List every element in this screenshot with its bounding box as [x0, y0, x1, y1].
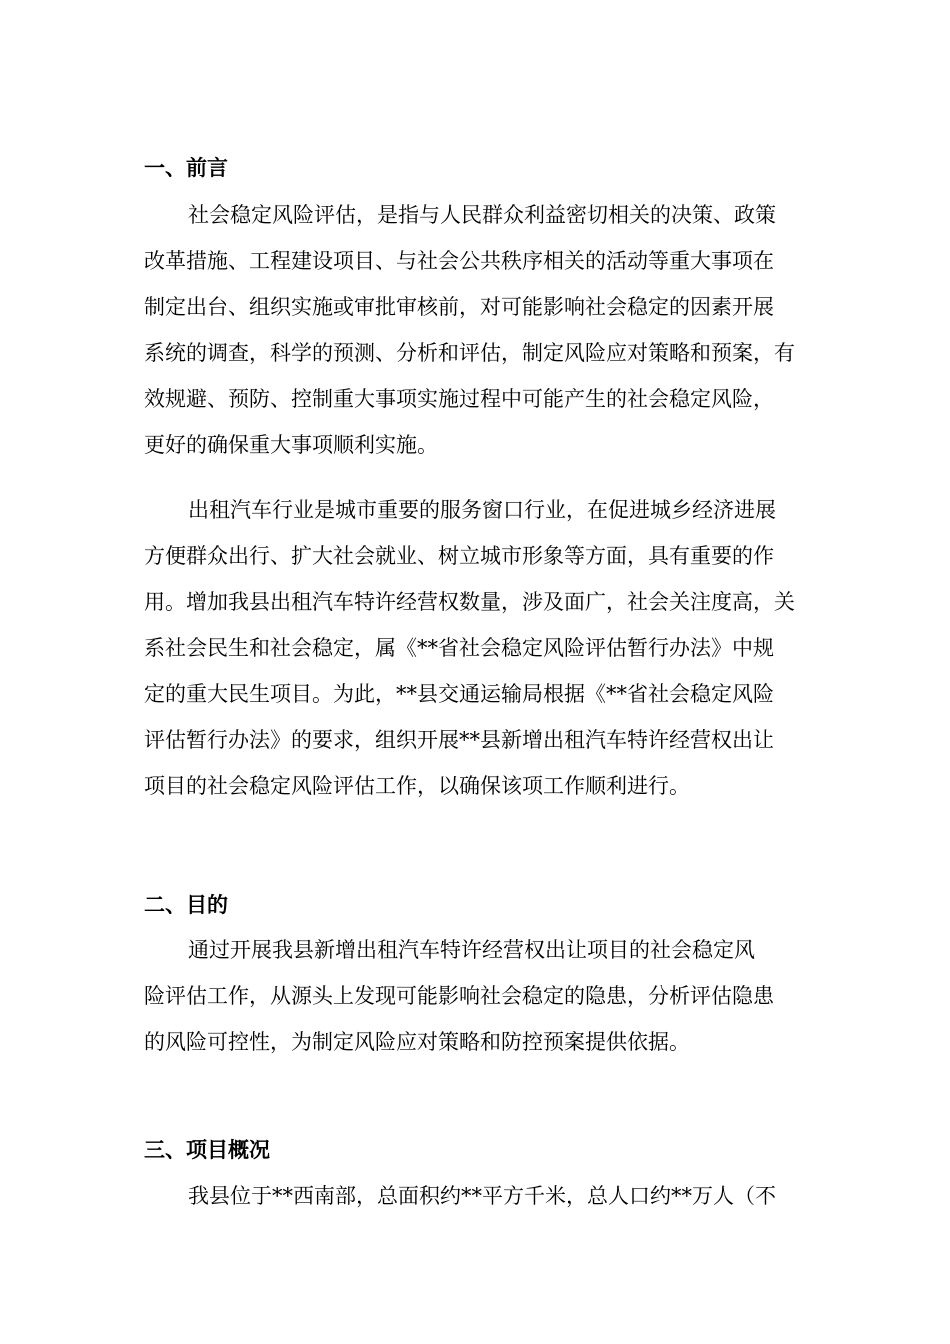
text-line: 用。增加我县出租汽车特许经营权数量，涉及面广，社会关注度高，关	[144, 590, 795, 614]
section-heading-overview: 三、项目概况	[144, 1137, 270, 1162]
text-line: 项目的社会稳定风险评估工作，以确保该项工作顺利进行。	[144, 774, 690, 798]
text-line: 改革措施、工程建设项目、与社会公共秩序相关的活动等重大事项在	[144, 249, 774, 273]
text-line: 更好的确保重大事项顺利实施。	[144, 433, 438, 457]
paragraph-preface-1	[144, 192, 814, 468]
text-line: 险评估工作，从源头上发现可能影响社会稳定的隐患，分析评估隐患	[144, 984, 774, 1008]
text-line: 定的重大民生项目。为此，**县交通运输局根据《**省社会稳定风险	[144, 682, 774, 706]
section-heading-purpose: 二、目的	[144, 892, 228, 917]
paragraph-purpose	[144, 927, 814, 1065]
text-line: 出租汽车行业是城市重要的服务窗口行业，在促进城乡经济进展	[188, 498, 776, 522]
text-line: 我县位于**西南部，总面积约**平方千米，总人口约**万人（不	[188, 1184, 776, 1208]
text-line: 系统的调查，科学的预测、分析和评估，制定风险应对策略和预案，有	[144, 341, 795, 365]
paragraph-preface-2	[144, 487, 814, 809]
text-line: 效规避、预防、控制重大事项实施过程中可能产生的社会稳定风险，	[144, 387, 774, 411]
text-line: 的风险可控性，为制定风险应对策略和防控预案提供依据。	[144, 1030, 690, 1054]
text-line: 社会稳定风险评估，是指与人民群众利益密切相关的决策、政策	[188, 203, 776, 227]
text-line: 制定出台、组织实施或审批审核前，对可能影响社会稳定的因素开展	[144, 295, 774, 319]
text-line: 方便群众出行、扩大社会就业、树立城市形象等方面，具有重要的作	[144, 544, 774, 568]
text-line: 系社会民生和社会稳定，属《**省社会稳定风险评估暂行办法》中规	[144, 636, 774, 660]
paragraph-overview	[144, 1173, 814, 1219]
section-heading-preface: 一、前言	[144, 155, 228, 180]
text-line: 评估暂行办法》的要求，组织开展**县新增出租汽车特许经营权出让	[144, 728, 774, 752]
text-line: 通过开展我县新增出租汽车特许经营权出让项目的社会稳定风	[188, 938, 755, 962]
